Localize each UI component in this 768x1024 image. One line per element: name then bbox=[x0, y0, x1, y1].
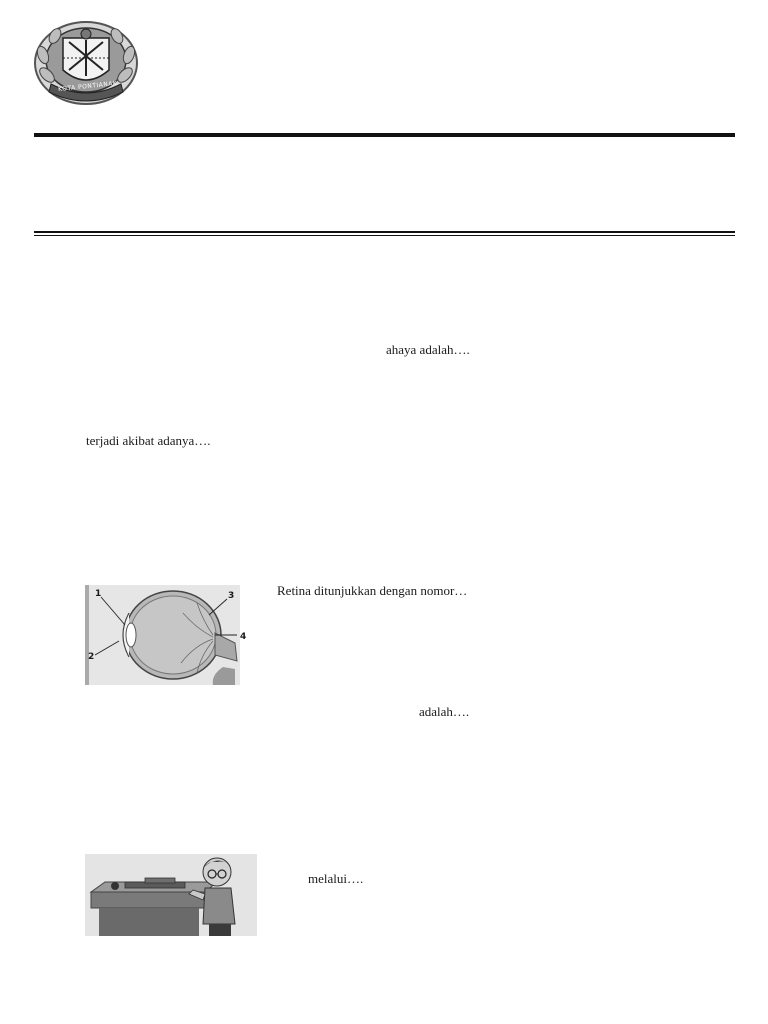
eye-label-2: 2 bbox=[88, 652, 95, 662]
eye-diagram-figure bbox=[85, 585, 250, 685]
header-rule-bottom bbox=[34, 231, 735, 233]
kota-pontianak-emblem-icon bbox=[33, 20, 139, 106]
eye-label-3: 3 bbox=[228, 591, 235, 601]
eye-cross-section-icon bbox=[85, 585, 250, 685]
question-3-text: Retina ditunjukkan dengan nomor… bbox=[277, 583, 468, 598]
eye-label-4: 4 bbox=[240, 632, 247, 642]
student-with-magnifier-illustration-icon bbox=[85, 854, 257, 936]
header-rule-top bbox=[34, 133, 735, 137]
question-1-text: ahaya adalah…. bbox=[386, 342, 470, 357]
question-5-text: melalui…. bbox=[308, 871, 364, 886]
eye-label-1: 1 bbox=[95, 589, 102, 599]
header-rule-bottom-thin bbox=[34, 235, 735, 236]
question-4-text: adalah…. bbox=[419, 704, 470, 719]
question-2-text: terjadi akibat adanya…. bbox=[86, 433, 211, 448]
logo-ribbon-text: KOTA PONTIANAK bbox=[57, 79, 118, 94]
student-experiment-figure bbox=[85, 854, 257, 936]
